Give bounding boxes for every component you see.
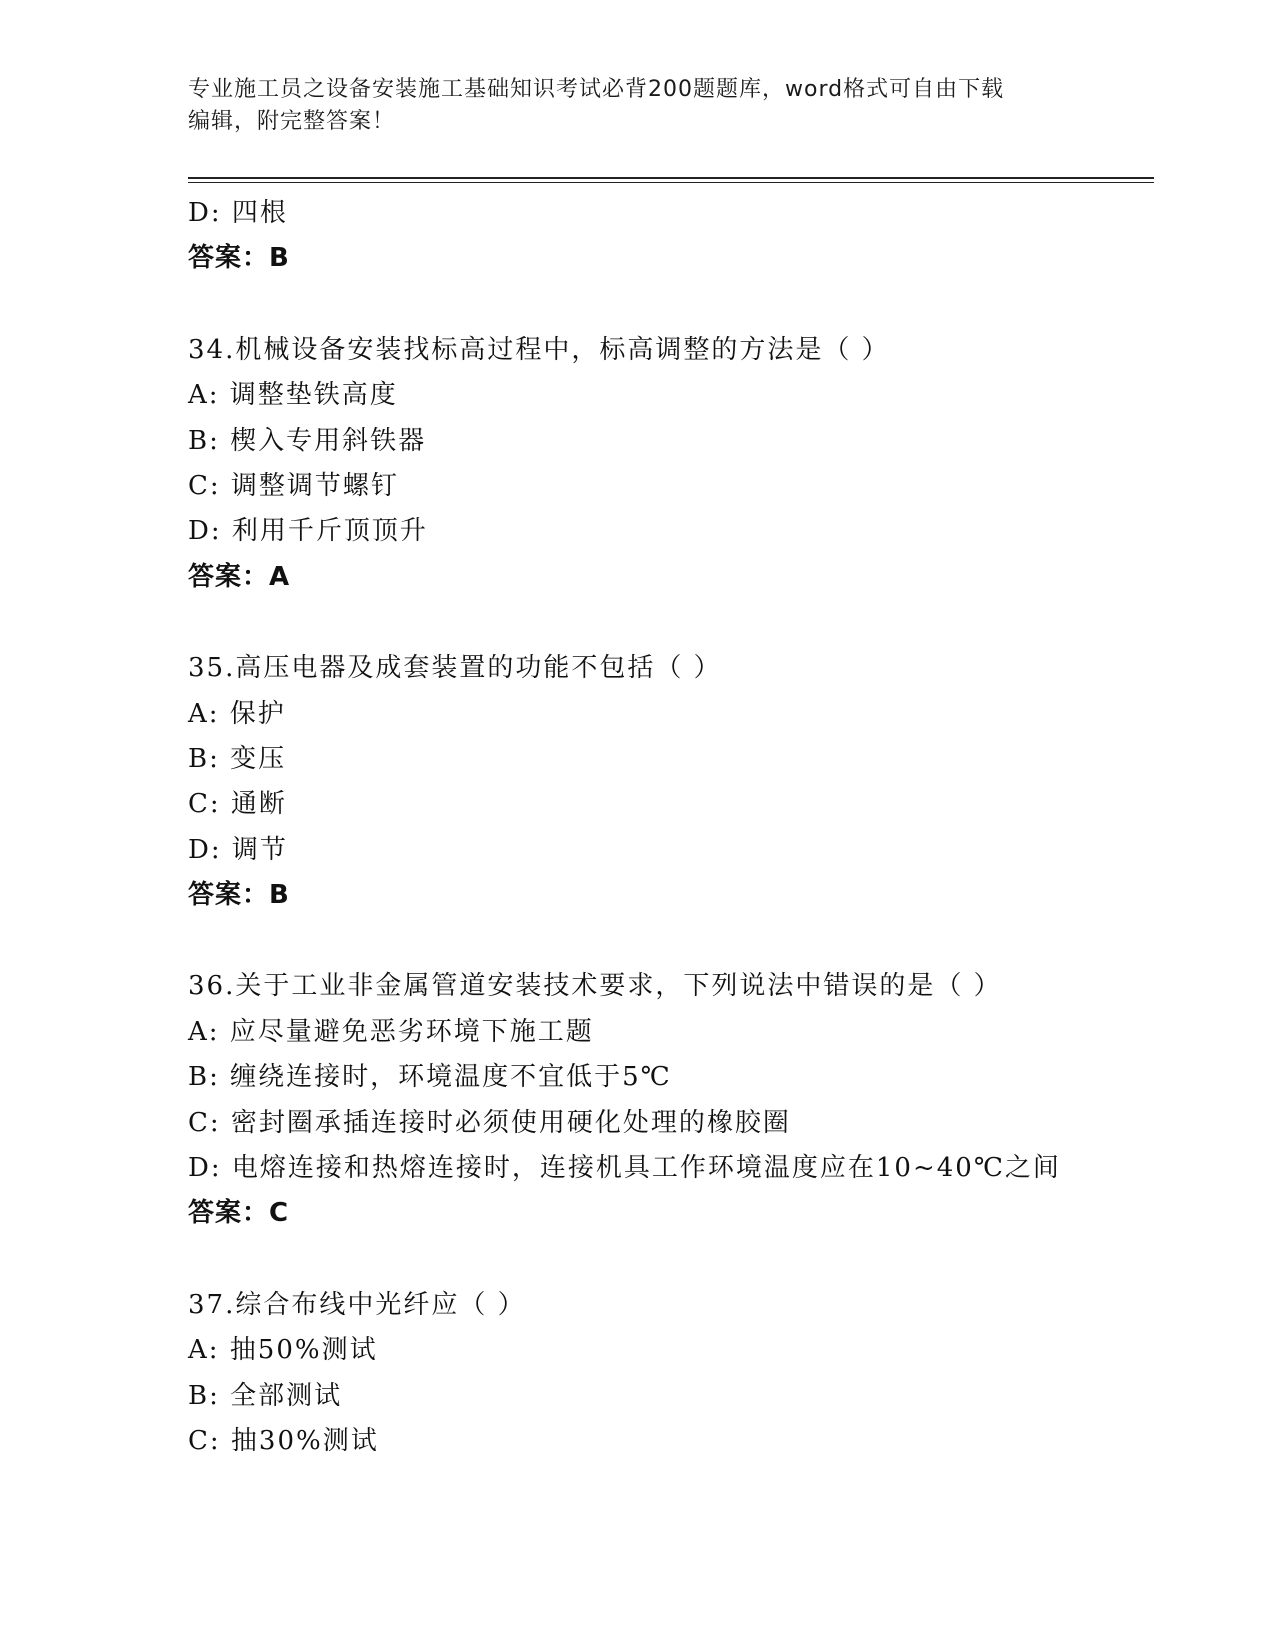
option-a: A: 调整垫铁高度 [188, 380, 398, 411]
question-stem: 36.关于工业非金属管道安装技术要求，下列说法中错误的是（ ） [188, 971, 1002, 1002]
option-a: A: 应尽量避免恶劣环境下施工题 [188, 1016, 594, 1047]
header-divider-thin [188, 182, 1154, 183]
answer-line: 答案：A [188, 561, 291, 592]
answer-line: 答案：B [188, 880, 290, 911]
header-title-line-1: 专业施工员之设备安装施工基础知识考试必背200题题库，word格式可自由下载 [188, 77, 1005, 102]
question-36 [188, 964, 1154, 1236]
previous-question-tail [188, 191, 1154, 282]
option-b: B: 楔入专用斜铁器 [188, 425, 427, 456]
option-a: A: 保护 [188, 698, 286, 729]
spacer [188, 918, 1154, 964]
header-title-line-2: 编辑，附完整答案！ [188, 109, 396, 134]
question-35 [188, 646, 1154, 918]
question-34 [188, 328, 1154, 600]
option-c: C: 调整调节螺钉 [188, 470, 399, 501]
option-b: B: 全部测试 [188, 1380, 343, 1411]
answer-line: 答案：B [188, 243, 290, 274]
question-list [188, 191, 1154, 1464]
document-header [188, 74, 1088, 138]
spacer [188, 282, 1154, 328]
question-stem: 35.高压电器及成套装置的功能不包括（ ） [188, 653, 722, 684]
question-37 [188, 1283, 1154, 1465]
option-c: C: 密封圈承插连接时必须使用硬化处理的橡胶圈 [188, 1107, 791, 1138]
header-divider-thick [188, 177, 1154, 179]
answer-line: 答案：C [188, 1198, 290, 1229]
spacer [188, 600, 1154, 646]
question-stem: 34.机械设备安装找标高过程中，标高调整的方法是（ ） [188, 334, 890, 365]
option-b: B: 缠绕连接时，环境温度不宜低于5℃ [188, 1062, 672, 1093]
option-d: D: 电熔连接和热熔连接时，连接机具工作环境温度应在10~40℃之间 [188, 1153, 1061, 1184]
question-stem: 37.综合布线中光纤应（ ） [188, 1289, 526, 1320]
option-d: D: 利用千斤顶顶升 [188, 516, 428, 547]
spacer [188, 1237, 1154, 1283]
option-d: D: 四根 [188, 198, 288, 228]
option-d: D: 调节 [188, 834, 288, 865]
option-b: B: 变压 [188, 743, 287, 774]
option-a: A: 抽50%测试 [188, 1335, 378, 1366]
option-c: C: 抽30%测试 [188, 1425, 379, 1456]
option-c: C: 通断 [188, 789, 287, 820]
